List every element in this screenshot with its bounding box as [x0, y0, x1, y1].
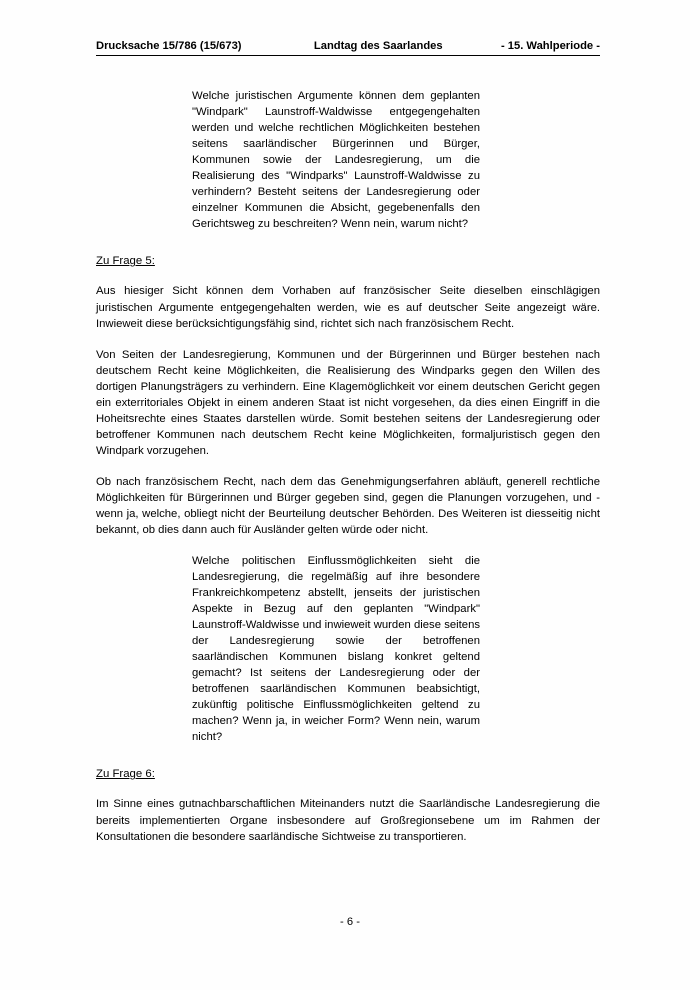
paragraph-3: Ob nach französischem Recht, nach dem das Genehmigungserfahren abläuft, generell rechtliche Möglichkeiten für Bürgerinnen und Bürger gegeben sind, gegen die Planungen vorzugehen, und - wenn ja, welche, obliegt nicht der Beurteilung deutscher Behörden. Des Weiteren ist diesseitig nicht bekannt, ob dies dann auch für Ausländer gelten würde oder nicht.	[96, 475, 600, 536]
header-institution: Landtag des Saarlandes	[313, 40, 443, 52]
page-number: - 6 -	[340, 916, 360, 928]
paragraph-2: Von Seiten der Landesregierung, Kommunen und der Bürgerinnen und Bürger bestehen nach deutschem Recht keine Möglichkeiten, die Realisierung des Windparks gegen den Willen des dortigen Planungsträgers zu verhindern. Eine Klagemöglichkeit vor einem deutschen Gericht gegen ein exterritoriales Objekt in einem anderen Staat ist nicht vorgesehen, da dies einen Eingriff in die Hoheitsrechte eines Staates darstellen würde. Somit bestehen seitens der Landesregierung oder betroffener Kommunen nach deutschem Recht keine Möglichkeiten, formaljuristisch gegen den Windpark vorzugehen.	[96, 348, 600, 457]
header-wahlperiode: - 15. Wahlperiode -	[500, 40, 600, 52]
heading-answer-question-6: Zu Frage 6:	[96, 768, 155, 781]
document-body	[96, 88, 600, 860]
heading-answer-question-5: Zu Frage 5:	[96, 255, 155, 268]
quoted-question-6: Welche politischen Einflussmöglichkeiten sieht die Landesregierung, die regelmäßig auf ihre besondere Frankreichkompetenz abstellt, jenseits der juristischen Aspekte in Bezug auf den geplanten "Windpark" Launstroff-Waldwisse und inwieweit wurden diese seitens der Landesregierung sowie der betroffenen saarländischen Kommunen bislang konkret geltend gemacht? Ist seitens der Landesregierung oder der betroffenen saarländischen Kommunen beabsichtigt, zukünftig politische Einflussmöglichkeiten geltend zu machen? Wenn ja, in weicher Form? Wenn nein, warum nicht?	[192, 554, 480, 744]
page-footer	[0, 916, 700, 928]
paragraph-1: Aus hiesiger Sicht können dem Vorhaben auf französischer Seite dieselben einschlägigen juristischen Argumente entgegengehalten werden, wie es auf deutscher Seite angezeigt wäre. Inwieweit diese berücksichtigungsfähig sind, richtet sich nach französischem Recht.	[96, 285, 600, 330]
quoted-question-5: Welche juristischen Argumente können dem geplanten "Windpark" Launstroff-Waldwisse entgegengehalten werden und welche rechtlichen Möglichkeiten bestehen seitens saarländischer Bürgerinnen und Bürger, Kommunen sowie der Landesregierung, um die Realisierung des "Windparks" Launstroff-Waldwisse zu verhindern? Besteht seitens der Landesregierung oder einzelner Kommunen die Absicht, gegebenenfalls den Gerichtsweg zu beschreiten? Wenn nein, warum nicht?	[192, 90, 480, 231]
header-drucksache: Drucksache 15/786 (15/673)	[96, 40, 242, 52]
page-header	[96, 40, 600, 56]
paragraph-4: Im Sinne eines gutnachbarschaftlichen Miteinanders nutzt die Saarländische Landesregierung die bereits implementierten Organe insbesondere auf Großregionsebene um im Rahmen der Konsultationen die besondere saarländische Sichtweise zu transportieren.	[96, 798, 600, 843]
